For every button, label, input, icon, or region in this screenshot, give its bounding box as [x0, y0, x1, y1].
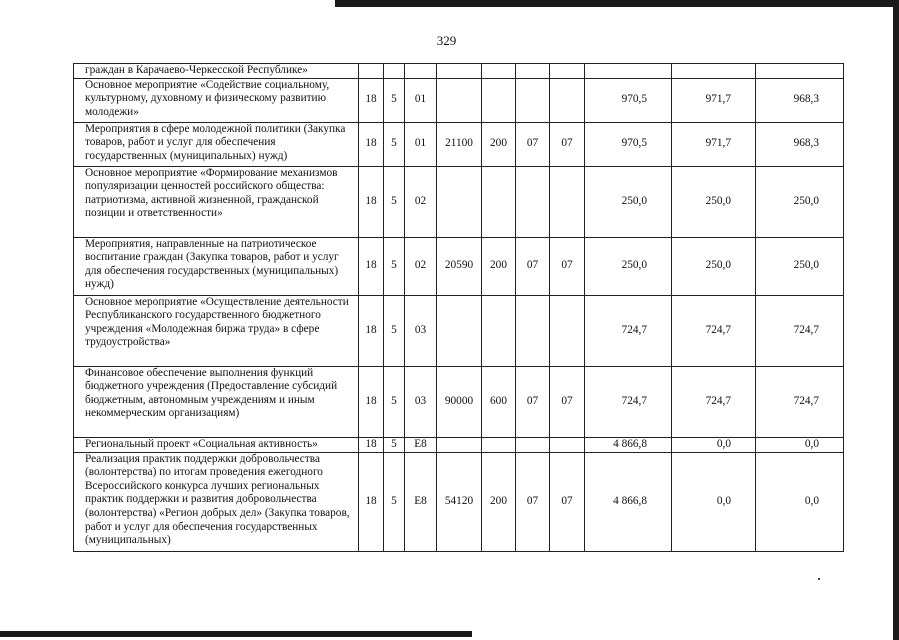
- expense-type-cell: [482, 437, 516, 452]
- section-cell: [516, 78, 550, 122]
- direction-code-cell: 90000: [437, 366, 482, 437]
- subprogram-code-cell: 03: [405, 295, 437, 366]
- row-name-cell: Мероприятия в сфере молодежной политики (Закупка товаров, работ и услуг для обеспечения государственных (муниципальных) нужд): [74, 122, 359, 166]
- amount-year1-cell: 4 866,8: [585, 437, 672, 452]
- direction-code-cell: [437, 64, 482, 79]
- section-cell: [516, 166, 550, 237]
- amount-year2-cell: 971,7: [672, 78, 756, 122]
- amount-year1-cell: [585, 64, 672, 79]
- direction-code-cell: [437, 295, 482, 366]
- expense-type-cell: [482, 166, 516, 237]
- row-name-cell: Региональный проект «Социальная активность»: [74, 437, 359, 452]
- direction-code-cell: 20590: [437, 237, 482, 295]
- subsection-cell: 07: [550, 122, 585, 166]
- section-cell: 07: [516, 122, 550, 166]
- amount-year3-cell: 724,7: [756, 295, 844, 366]
- subprogram-code-cell: E8: [405, 437, 437, 452]
- table-row: [74, 78, 844, 122]
- subprogram-code-cell: 02: [405, 237, 437, 295]
- ministry-code-cell: 18: [359, 295, 384, 366]
- row-name-cell: Реализация практик поддержки добровольчества (волонтерства) по итогам проведения ежегодного Всероссийского конкурса лучших региональных практик поддержки и развития добровольчества (волонтерства) «Регион добрых дел» (Закупка товаров, работ и услуг для обеспечения государственных (муниципальных): [74, 452, 359, 551]
- amount-year1-cell: 724,7: [585, 366, 672, 437]
- amount-year2-cell: 971,7: [672, 122, 756, 166]
- amount-year1-cell: 970,5: [585, 122, 672, 166]
- amount-year2-cell: 724,7: [672, 295, 756, 366]
- amount-year3-cell: [756, 64, 844, 79]
- ministry-code-cell: 18: [359, 237, 384, 295]
- amount-year1-cell: 4 866,8: [585, 452, 672, 551]
- amount-year3-cell: 250,0: [756, 166, 844, 237]
- program-code-cell: 5: [384, 122, 405, 166]
- section-cell: 07: [516, 366, 550, 437]
- amount-year3-cell: 968,3: [756, 78, 844, 122]
- program-code-cell: 5: [384, 295, 405, 366]
- scan-edge-right: [893, 0, 899, 640]
- subsection-cell: [550, 295, 585, 366]
- amount-year2-cell: 250,0: [672, 237, 756, 295]
- table-row: [74, 237, 844, 295]
- subsection-cell: [550, 64, 585, 79]
- direction-code-cell: [437, 166, 482, 237]
- subprogram-code-cell: [405, 64, 437, 79]
- table-row: [74, 366, 844, 437]
- scan-edge-bottom: [0, 631, 472, 637]
- program-code-cell: 5: [384, 437, 405, 452]
- expense-type-cell: [482, 78, 516, 122]
- subsection-cell: [550, 78, 585, 122]
- amount-year2-cell: 724,7: [672, 366, 756, 437]
- direction-code-cell: 54120: [437, 452, 482, 551]
- subsection-cell: [550, 166, 585, 237]
- subprogram-code-cell: 02: [405, 166, 437, 237]
- expense-type-cell: [482, 64, 516, 79]
- program-code-cell: 5: [384, 366, 405, 437]
- subsection-cell: [550, 437, 585, 452]
- ministry-code-cell: 18: [359, 166, 384, 237]
- table-row: [74, 452, 844, 551]
- subprogram-code-cell: 01: [405, 122, 437, 166]
- table-row: [74, 437, 844, 452]
- program-code-cell: 5: [384, 452, 405, 551]
- program-code-cell: [384, 64, 405, 79]
- amount-year3-cell: 968,3: [756, 122, 844, 166]
- expense-type-cell: [482, 295, 516, 366]
- expense-type-cell: 200: [482, 122, 516, 166]
- section-cell: 07: [516, 237, 550, 295]
- row-name-cell: Основное мероприятие «Осуществление деятельности Республиканского государственного бюджетного учреждения «Молодежная биржа труда» в сфере трудоустройства»: [74, 295, 359, 366]
- subprogram-code-cell: 01: [405, 78, 437, 122]
- subprogram-code-cell: E8: [405, 452, 437, 551]
- table-row: [74, 166, 844, 237]
- program-code-cell: 5: [384, 237, 405, 295]
- direction-code-cell: [437, 78, 482, 122]
- table-row: [74, 64, 844, 79]
- table-row: [74, 295, 844, 366]
- row-name-cell: Основное мероприятие «Формирование механизмов популяризации ценностей российского общества: патриотизма, активной жизненной, гражданской позиции и ответственности»: [74, 166, 359, 237]
- row-name-cell: Финансовое обеспечение выполнения функций бюджетного учреждения (Предоставление субсидий бюджетным, автономным учреждениям и иным некоммерческим организациям): [74, 366, 359, 437]
- ministry-code-cell: 18: [359, 122, 384, 166]
- amount-year3-cell: 0,0: [756, 452, 844, 551]
- expense-type-cell: 200: [482, 452, 516, 551]
- budget-table: [73, 63, 844, 552]
- row-name-cell: Основное мероприятие «Содействие социальному, культурному, духовному и физическому развитию молодежи»: [74, 78, 359, 122]
- scan-edge-top: [335, 0, 899, 7]
- amount-year2-cell: [672, 64, 756, 79]
- section-cell: [516, 64, 550, 79]
- subprogram-code-cell: 03: [405, 366, 437, 437]
- subsection-cell: 07: [550, 366, 585, 437]
- expense-type-cell: 200: [482, 237, 516, 295]
- amount-year1-cell: 724,7: [585, 295, 672, 366]
- ministry-code-cell: [359, 64, 384, 79]
- ministry-code-cell: 18: [359, 366, 384, 437]
- row-name-cell: Мероприятия, направленные на патриотическое воспитание граждан (Закупка товаров, работ и услуг для обеспечения государственных (муниципальных) нужд): [74, 237, 359, 295]
- table-body: [74, 64, 844, 552]
- amount-year2-cell: 0,0: [672, 437, 756, 452]
- amount-year3-cell: 0,0: [756, 437, 844, 452]
- amount-year1-cell: 250,0: [585, 166, 672, 237]
- row-name-cell: граждан в Карачаево-Черкесской Республике»: [74, 64, 359, 79]
- direction-code-cell: 21100: [437, 122, 482, 166]
- program-code-cell: 5: [384, 166, 405, 237]
- table-row: [74, 122, 844, 166]
- direction-code-cell: [437, 437, 482, 452]
- amount-year1-cell: 970,5: [585, 78, 672, 122]
- expense-type-cell: 600: [482, 366, 516, 437]
- amount-year3-cell: 250,0: [756, 237, 844, 295]
- ministry-code-cell: 18: [359, 78, 384, 122]
- amount-year1-cell: 250,0: [585, 237, 672, 295]
- ministry-code-cell: 18: [359, 437, 384, 452]
- program-code-cell: 5: [384, 78, 405, 122]
- section-cell: [516, 437, 550, 452]
- subsection-cell: 07: [550, 452, 585, 551]
- page-number: 329: [436, 33, 457, 48]
- section-cell: [516, 295, 550, 366]
- amount-year2-cell: 0,0: [672, 452, 756, 551]
- scan-speck: [818, 578, 820, 580]
- amount-year2-cell: 250,0: [672, 166, 756, 237]
- amount-year3-cell: 724,7: [756, 366, 844, 437]
- ministry-code-cell: 18: [359, 452, 384, 551]
- subsection-cell: 07: [550, 237, 585, 295]
- section-cell: 07: [516, 452, 550, 551]
